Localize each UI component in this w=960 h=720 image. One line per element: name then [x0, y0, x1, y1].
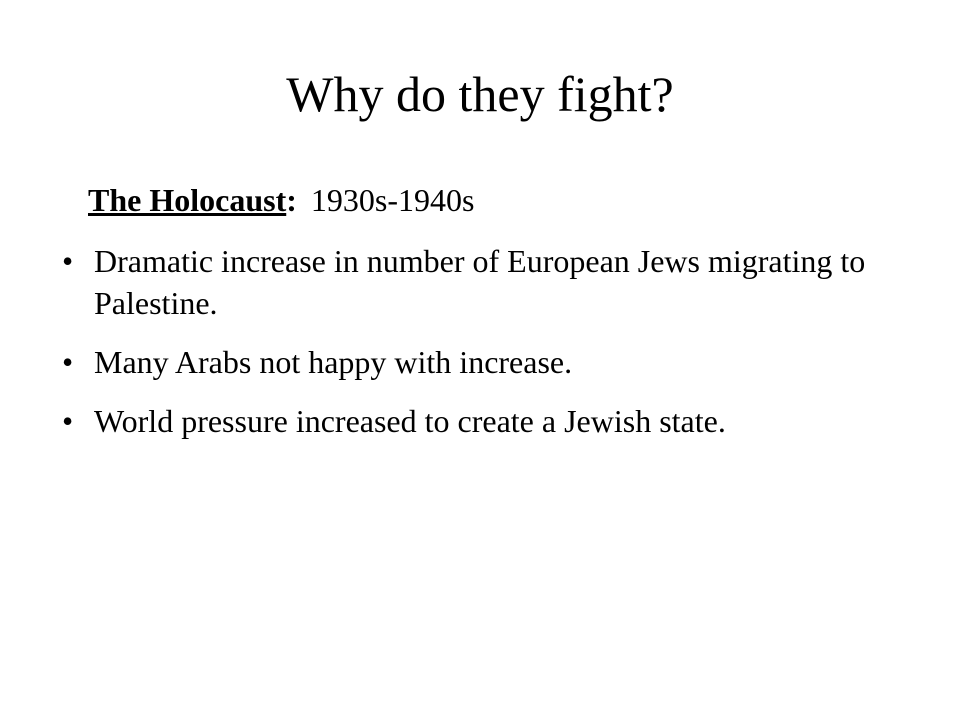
- bullet-item: [62, 240, 902, 324]
- bullet-text: Dramatic increase in number of European Jews migrating to Palestine.: [94, 243, 866, 321]
- bullet-dot-icon: •: [62, 344, 74, 380]
- bullet-text: Many Arabs not happy with increase.: [94, 344, 573, 380]
- bullet-dot-icon: •: [62, 403, 74, 439]
- bullet-item: [62, 400, 902, 442]
- slide-title: Why do they fight?: [286, 66, 674, 122]
- bullet-text: World pressure increased to create a Jewish state.: [94, 403, 726, 439]
- subheading-colon: :: [286, 182, 297, 218]
- bullet-dot-icon: •: [62, 243, 74, 279]
- subheading: [88, 178, 474, 222]
- bullet-item: [62, 341, 902, 383]
- subheading-label: The Holocaust: [88, 182, 287, 218]
- subheading-period: 1930s-1940s: [310, 182, 475, 218]
- bullet-list: [62, 240, 902, 459]
